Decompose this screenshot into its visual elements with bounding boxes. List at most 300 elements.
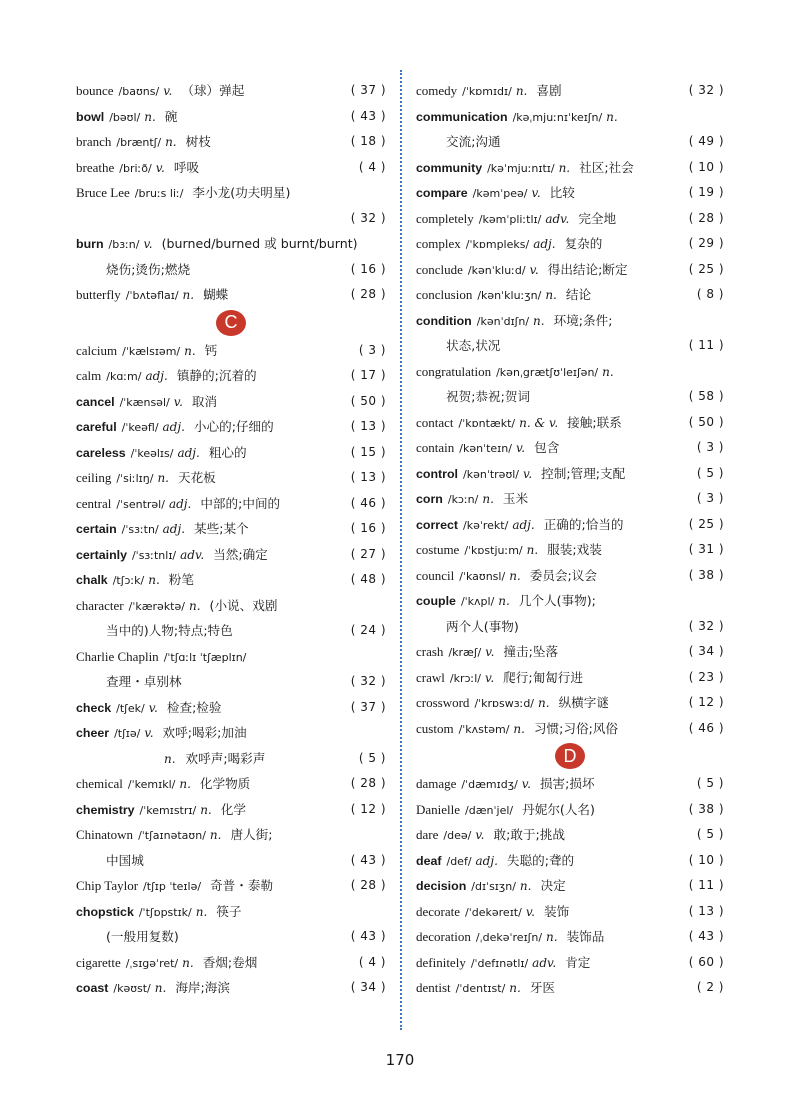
entry-meaning: 丹妮尔(人名): [522, 801, 595, 817]
entry-page-ref: ( 17 ): [350, 368, 386, 382]
entry-page-ref: ( 37 ): [350, 83, 386, 97]
entry-part-of-speech: n.: [209, 828, 222, 842]
entry-part-of-speech: n.: [182, 288, 195, 302]
entry-meaning: 完全地: [578, 210, 617, 226]
glossary-entry: [76, 129, 386, 155]
entry-meaning-continued: 交流;沟通: [446, 134, 501, 149]
glossary-entry: [76, 78, 386, 104]
glossary-entry: [416, 359, 724, 385]
entry-part-of-speech: n.: [558, 160, 571, 175]
entry-part-of-speech: n.: [602, 364, 614, 379]
entry-page-ref: ( 43 ): [350, 929, 386, 943]
entry-page-ref: ( 43 ): [350, 108, 386, 123]
entry-part-of-speech: adj.: [162, 420, 185, 434]
entry-phonetic: /bruːs liː/: [134, 187, 184, 200]
entry-page-ref: ( 32 ): [688, 618, 724, 633]
glossary-entry: [76, 516, 386, 542]
glossary-entry: [416, 771, 724, 797]
entry-meaning: 呼吸: [173, 159, 200, 175]
entry-phonetic: /bræntʃ/: [116, 136, 162, 149]
entry-page-ref: ( 43 ): [688, 929, 724, 943]
entry-meaning: 筷子: [216, 903, 242, 919]
entry-part-of-speech: adj.: [145, 369, 168, 383]
entry-word: cigarette: [76, 954, 121, 970]
entry-phonetic: /ˈkʌstəm/: [458, 722, 510, 736]
entry-meaning: 损害;损坏: [539, 776, 595, 791]
entry-meaning: 决定: [540, 878, 566, 893]
entry-page-ref: ( 49 ): [688, 134, 724, 148]
entry-meaning: 控制;管理;支配: [541, 465, 626, 481]
entry-meaning: 环境;条件;: [553, 312, 613, 328]
entry-part-of-speech: n.: [154, 981, 167, 995]
entry-word: couple: [416, 594, 456, 608]
glossary-entry: [76, 720, 386, 746]
entry-meaning: 社区;社会: [579, 159, 634, 175]
entry-meaning: 粉笔: [168, 572, 194, 587]
entry-part-of-speech: n.: [200, 802, 212, 817]
entry-phonetic: /bɜːn/: [108, 238, 140, 251]
entry-part-of-speech: n.: [482, 492, 494, 506]
entry-phonetic: /kənˈtrəʊl/: [463, 467, 519, 481]
entry-phonetic: /briːð/: [119, 161, 152, 175]
entry-part-of-speech: n. & v.: [519, 415, 559, 430]
entry-page-ref: ( 16 ): [350, 261, 386, 276]
glossary-entry: [416, 129, 724, 155]
entry-page-ref: ( 8 ): [696, 287, 724, 301]
entry-word: comedy: [416, 83, 458, 98]
glossary-entry: [416, 206, 724, 232]
entry-part-of-speech: n.: [188, 598, 201, 613]
glossary-entry: [76, 797, 386, 823]
entry-phonetic: /ˈtʃɑːlɪ ˈtʃæplɪn/: [163, 650, 247, 664]
entry-phonetic: /ˈkeəfl/: [121, 421, 159, 434]
entry-word: Danielle: [416, 801, 461, 817]
entry-meaning-continued: (一般用复数): [106, 929, 179, 944]
entry-meaning: 失聪的;聋的: [506, 852, 575, 868]
entry-word: conclude: [416, 261, 463, 277]
glossary-entry: [416, 384, 724, 410]
glossary-entry: [76, 465, 386, 491]
entry-meaning: 化学物质: [199, 776, 251, 791]
entry-page-ref: ( 27 ): [350, 546, 386, 561]
entry-phonetic: /ˈsentrəl/: [116, 497, 165, 511]
page-number: 170: [385, 1051, 415, 1069]
entry-word: Chinatown: [76, 827, 134, 842]
entry-page-ref: ( 50 ): [688, 414, 724, 429]
entry-phonetic: /ˈtʃaɪnətaʊn/: [138, 829, 206, 842]
entry-phonetic: /kənˈkluːʒn/: [477, 289, 542, 302]
glossary-entry: [416, 155, 724, 181]
glossary-entry: [76, 338, 386, 364]
entry-part-of-speech: v.: [173, 394, 183, 409]
entry-part-of-speech: n.: [195, 904, 208, 919]
entry-meaning: 得出结论;断定: [547, 261, 628, 277]
glossary-entry: [416, 333, 724, 359]
entry-word: crossword: [416, 695, 470, 710]
entry-part-of-speech: n.: [157, 471, 169, 485]
entry-meaning-continued: 当中的)人物;特点;特色: [106, 623, 233, 638]
entry-phonetic: /ˈsɜːtn/: [121, 523, 159, 536]
entry-phonetic: /deə/: [443, 829, 472, 842]
glossary-entry: [416, 486, 724, 512]
entry-phonetic: /tʃɪp ˈteɪlə/: [143, 880, 202, 893]
entry-phonetic: /kræʃ/: [448, 646, 482, 659]
entry-meaning: 爬行;匍匐行进: [503, 669, 583, 685]
entry-page-ref: ( 28 ): [688, 210, 724, 225]
glossary-entry: [416, 873, 724, 899]
entry-word: communication: [416, 109, 508, 124]
entry-page-ref: ( 3 ): [696, 491, 724, 505]
entry-part-of-speech: v.: [485, 645, 495, 659]
entry-phonetic: /ˈkrɒswɜːd/: [474, 697, 535, 710]
entry-word: correct: [416, 517, 459, 532]
entry-part-of-speech: adj.: [475, 853, 498, 868]
glossary-entry: [76, 389, 386, 415]
entry-meaning: 复杂的: [564, 236, 603, 251]
glossary-entry: [76, 180, 386, 206]
entry-phonetic: /ˈkænsəl/: [119, 395, 170, 409]
entry-page-ref: ( 5 ): [696, 776, 724, 790]
glossary-entry: [416, 78, 724, 104]
entry-page-ref: ( 48 ): [350, 572, 386, 586]
entry-page-ref: ( 3 ): [358, 342, 386, 357]
entry-part-of-speech: n.: [182, 955, 194, 970]
entry-page-ref: ( 28 ): [350, 776, 386, 790]
entry-page-ref: ( 23 ): [688, 669, 724, 684]
entry-meaning-continued: 中国城: [106, 852, 144, 868]
entry-part-of-speech: n.: [184, 343, 196, 358]
entry-phonetic: /ˈsɜːtnlɪ/: [131, 548, 177, 562]
entry-part-of-speech: n.: [545, 288, 557, 302]
entry-page-ref: ( 13 ): [350, 470, 386, 484]
glossary-entry: [76, 155, 386, 181]
entry-word: corn: [416, 492, 443, 506]
entry-page-ref: ( 38 ): [688, 801, 724, 816]
entry-part-of-speech: adj.: [177, 445, 200, 460]
section-letter-badge: C: [216, 310, 246, 336]
entry-part-of-speech: n.: [533, 313, 545, 328]
entry-page-ref: ( 5 ): [696, 465, 724, 480]
entry-word: central: [76, 495, 112, 511]
glossary-entry: [76, 669, 386, 695]
entry-meaning: 香烟;卷烟: [202, 954, 258, 970]
entry-phonetic: /ˈkemɪkl/: [127, 778, 176, 791]
entry-part-of-speech: v.: [525, 904, 535, 919]
entry-page-ref: ( 25 ): [688, 516, 724, 531]
entry-page-ref: ( 2 ): [696, 980, 724, 994]
entry-word: breathe: [76, 159, 115, 175]
glossary-entry: [76, 491, 386, 517]
entry-page-ref: ( 3 ): [696, 440, 724, 454]
entry-word: careful: [76, 420, 117, 434]
entry-meaning: 牙医: [529, 980, 556, 995]
entry-page-ref: ( 46 ): [688, 720, 724, 735]
entry-part-of-speech: n.: [498, 594, 510, 608]
entry-page-ref: ( 18 ): [350, 134, 386, 148]
entry-word: butterfly: [76, 287, 121, 302]
section-letter-row: [416, 741, 724, 771]
entry-meaning: 敢;敢于;挑战: [493, 827, 565, 842]
entry-part-of-speech: n.: [179, 777, 191, 791]
entry-phonetic: /ˈkærəktə/: [128, 599, 185, 613]
entry-meaning: 几个人(事物);: [518, 593, 596, 608]
entry-word: bounce: [76, 83, 114, 98]
entry-page-ref: ( 43 ): [350, 852, 386, 867]
entry-page-ref: ( 46 ): [350, 495, 386, 510]
entry-meaning: 某些;某个: [194, 521, 249, 536]
entry-part-of-speech: v.: [155, 160, 165, 175]
entry-page-ref: ( 24 ): [350, 623, 386, 637]
entry-page-ref: ( 60 ): [688, 954, 724, 969]
entry-word: crash: [416, 644, 444, 659]
glossary-entry: [76, 363, 386, 389]
entry-meaning: 中部的;中间的: [200, 495, 281, 511]
glossary-entry: [416, 822, 724, 848]
entry-page-ref: ( 34 ): [688, 644, 724, 658]
glossary-entry: [76, 644, 386, 670]
entry-phonetic: /kɑːm/: [106, 370, 142, 383]
entry-word: congratulation: [416, 363, 492, 379]
glossary-entry: [416, 257, 724, 283]
entry-page-ref: ( 15 ): [350, 444, 386, 459]
glossary-entry: [416, 282, 724, 308]
glossary-entry: [76, 282, 386, 308]
entry-phonetic: /kəmˈpliːtlɪ/: [478, 212, 542, 226]
entry-word: Charlie Chaplin: [76, 648, 159, 664]
entry-part-of-speech: n.: [538, 696, 550, 710]
entry-part-of-speech: v.: [531, 186, 541, 200]
entry-page-ref: ( 31 ): [688, 542, 724, 556]
entry-phonetic: /kəˌmjuːnɪˈkeɪʃn/: [512, 110, 603, 124]
entry-part-of-speech: adv.: [532, 955, 557, 970]
glossary-entry: [416, 665, 724, 691]
entry-phonetic: /ˈdæmɪdʒ/: [461, 778, 518, 791]
entry-part-of-speech: adj.: [512, 517, 535, 532]
entry-meaning: 化学: [220, 801, 246, 817]
entry-word: bowl: [76, 109, 105, 124]
entry-word: condition: [416, 313, 472, 328]
entry-word: calcium: [76, 342, 118, 358]
glossary-entry: [416, 797, 724, 823]
entry-phonetic: /kənˌgrætʃʊˈleɪʃən/: [496, 365, 599, 379]
entry-part-of-speech: v.: [143, 237, 153, 251]
entry-meaning: 李小龙(功夫明星): [192, 185, 291, 200]
entry-page-ref: ( 38 ): [688, 567, 724, 582]
glossary-entry: [76, 899, 386, 925]
entry-word: dare: [416, 827, 439, 842]
entry-phonetic: /tʃɪə/: [114, 727, 141, 740]
entry-meaning: 蝴蝶: [203, 287, 229, 302]
entry-page-ref: ( 50 ): [350, 393, 386, 408]
entry-word: contact: [416, 414, 454, 430]
entry-word: branch: [76, 134, 112, 149]
entry-meaning: 纵横字谜: [558, 695, 609, 710]
entry-phonetic: /ˈkeəlɪs/: [130, 446, 174, 460]
entry-part-of-speech: n.: [513, 721, 525, 736]
glossary-entry: [416, 308, 724, 334]
entry-page-ref: ( 32 ): [350, 674, 386, 688]
entry-word: burn: [76, 237, 104, 251]
entry-phonetic: /def/: [446, 854, 472, 868]
entry-word: completely: [416, 210, 474, 226]
entry-meaning: 树枝: [185, 134, 211, 149]
entry-word: compare: [416, 186, 468, 200]
entry-page-ref: ( 25 ): [688, 261, 724, 276]
glossary-entry: [76, 695, 386, 721]
entry-meaning: 天花板: [177, 470, 216, 485]
entry-part-of-speech: adj.: [162, 522, 186, 536]
entry-phonetic: /ˈkɒntækt/: [458, 416, 516, 430]
entry-word: coast: [76, 981, 109, 995]
glossary-entry: [76, 618, 386, 644]
glossary-entry: [416, 639, 724, 665]
section-letter-badge: D: [555, 743, 585, 769]
entry-part-of-speech: v.: [523, 466, 533, 481]
entry-phonetic: /ˈkælsɪəm/: [122, 344, 181, 358]
entry-meaning: 奇普・泰勒: [210, 878, 274, 893]
glossary-entry: [416, 410, 724, 436]
entry-phonetic: /ˈkemɪstrɪ/: [139, 803, 197, 817]
entry-phonetic: /ˌsɪgəˈret/: [125, 956, 179, 970]
entry-page-ref: ( 11 ): [688, 338, 724, 352]
entry-meaning: 小心的;仔细的: [193, 419, 274, 434]
entry-phonetic: /ˈkɒmpleks/: [465, 238, 530, 251]
entry-part-of-speech: adv.: [180, 547, 205, 562]
entry-meaning: 海岸;海滨: [175, 980, 230, 995]
glossary-entry: [76, 873, 386, 899]
entry-phonetic: /dænˈjel/: [465, 803, 514, 817]
glossary-entry: [416, 848, 724, 874]
entry-page-ref: ( 10 ): [688, 852, 724, 867]
section-letter-row: [76, 308, 386, 338]
entry-word: Bruce Lee: [76, 185, 130, 200]
entry-word: certainly: [76, 547, 127, 562]
entry-part-of-speech: n.: [606, 109, 618, 124]
entry-page-ref: ( 13 ): [688, 903, 724, 918]
entry-word: definitely: [416, 954, 466, 970]
glossary-entry: [76, 848, 386, 874]
entry-part-of-speech: v.: [529, 262, 539, 277]
entry-word: character: [76, 597, 124, 613]
entry-page-ref: ( 32 ): [688, 83, 724, 97]
entry-word: costume: [416, 542, 460, 557]
entry-meaning-continued: 状态,状况: [446, 338, 501, 353]
entry-meaning-continued: 欢呼声;喝彩声: [185, 750, 266, 766]
entry-phonetic: /kəʊst/: [113, 982, 151, 995]
entry-part-of-speech: v.: [515, 441, 526, 455]
glossary-entry: [76, 771, 386, 797]
glossary-entry: [76, 746, 386, 772]
entry-page-ref: ( 5 ): [358, 750, 386, 765]
glossary-entry: [416, 924, 724, 950]
entry-phonetic: /ˈbʌtəflaɪ/: [125, 289, 179, 302]
glossary-entry: [416, 435, 724, 461]
entry-phonetic: /baʊns/: [118, 85, 160, 98]
glossary-entry: [416, 563, 724, 589]
entry-word: Chip Taylor: [76, 878, 139, 893]
entry-meaning: 正确的;恰当的: [543, 516, 624, 532]
entry-word: check: [76, 700, 112, 715]
glossary-entry: [416, 716, 724, 742]
glossary-entry: [76, 950, 386, 976]
entry-word: complex: [416, 236, 461, 251]
glossary-entry: [76, 104, 386, 130]
entry-phonetic: /ˈtʃɒpstɪk/: [138, 905, 192, 919]
entry-phonetic: /kənˈdɪʃn/: [476, 314, 530, 328]
entry-word: chalk: [76, 573, 108, 587]
glossary-entry: [76, 231, 386, 257]
entry-word: contain: [416, 440, 455, 455]
entry-page-ref: ( 4 ): [358, 954, 386, 969]
entry-meaning: 钙: [204, 342, 218, 358]
entry-phonetic: /ˈkɒstjuːm/: [464, 544, 523, 557]
entry-page-ref: ( 29 ): [688, 236, 724, 250]
glossary-entry: [416, 180, 724, 206]
entry-meaning: 欢呼;喝彩;加油: [162, 725, 247, 740]
entry-word: custom: [416, 720, 454, 736]
entry-word: chemistry: [76, 802, 135, 817]
entry-word: control: [416, 466, 458, 481]
entry-part-of-speech: n.: [526, 543, 539, 557]
entry-part-of-speech: n.: [515, 84, 528, 98]
entry-meaning: 肯定: [565, 954, 591, 970]
entry-part-of-speech: n.: [546, 930, 558, 944]
entry-phonetic: /tʃɔːk/: [112, 574, 145, 587]
glossary-entry: [416, 588, 724, 614]
entry-meaning: 喜剧: [536, 83, 562, 98]
entry-phonetic: /bəʊl/: [109, 110, 141, 124]
entry-meaning: 比较: [549, 185, 575, 200]
glossary-entry: [416, 231, 724, 257]
glossary-entry: [416, 975, 724, 1001]
entry-meaning: 唐人街;: [230, 827, 273, 842]
entry-part-of-speech: adj.: [533, 237, 556, 251]
entry-meaning: 习惯;习俗;风俗: [533, 720, 619, 736]
entry-meaning-continued: 查理・卓别林: [106, 674, 182, 689]
entry-phonetic: /ˌdekəˈreɪʃn/: [475, 931, 543, 944]
entry-page-ref: ( 32 ): [350, 210, 386, 225]
glossary-entry: [76, 542, 386, 568]
entry-phonetic: /kənˈteɪn/: [459, 442, 512, 455]
entry-meaning: 装饰: [543, 903, 570, 919]
entry-part-of-speech: v.: [144, 726, 154, 740]
entry-page-ref: ( 5 ): [696, 827, 724, 841]
entry-meaning: 撞击;坠落: [503, 644, 559, 659]
entry-meaning: 碗: [164, 108, 178, 124]
entry-phonetic: /krɔːl/: [449, 671, 481, 685]
entry-part-of-speech: n.: [164, 751, 176, 766]
entry-meaning-continued: 两个人(事物): [446, 618, 519, 634]
entry-phonetic: /ˈkʌpl/: [460, 595, 495, 608]
glossary-entry: [416, 512, 724, 538]
glossary-entry: [76, 567, 386, 593]
entry-word: damage: [416, 776, 457, 791]
entry-phonetic: /tʃek/: [116, 701, 145, 715]
entry-meaning: 包含: [534, 440, 560, 455]
entry-word: certain: [76, 522, 117, 536]
entry-page-ref: ( 13 ): [350, 419, 386, 433]
glossary-entry: [416, 899, 724, 925]
entry-meaning: 接触;联系: [567, 414, 622, 430]
entry-meaning: 服装;戏装: [547, 542, 602, 557]
column-divider: [400, 70, 402, 1030]
glossary-entry: [76, 924, 386, 950]
entry-meaning: 玉米: [502, 491, 529, 506]
entry-phonetic: /kənˈkluːd/: [467, 263, 526, 277]
entry-part-of-speech: v.: [475, 828, 485, 842]
glossary-entry: [416, 614, 724, 640]
entry-word: conclusion: [416, 287, 473, 302]
